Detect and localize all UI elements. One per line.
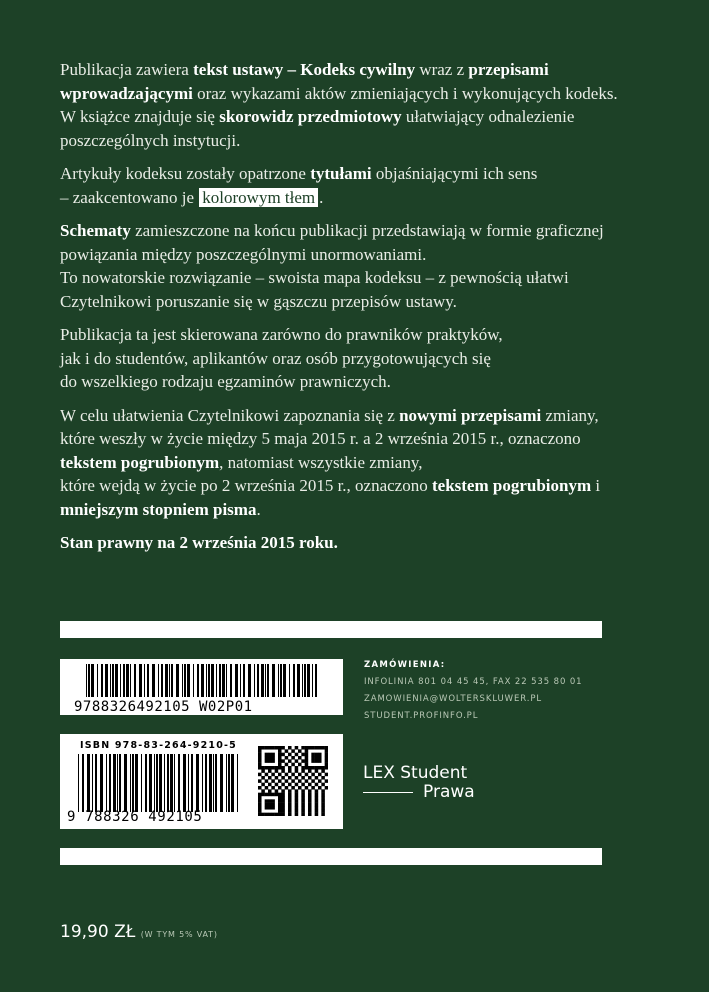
bold-text: tekst ustawy – Kodeks cywilny — [193, 60, 416, 79]
paragraph-schemes: Schematy zamieszczone na końcu publikacji przedstawiają w formie graficznej powiązania między poszczególnymi unormowaniami. To nowatorskie rozwiązanie – swoista mapa kodeksu – z pewnością ułatwi Czytelnikowi poruszanie się w gąszczu przepisów ustawy. — [60, 221, 604, 311]
isbn-barcode-number: 9 788326 492105 — [67, 809, 203, 825]
isbn-barcode — [60, 734, 343, 829]
series-name: LEX Student — [363, 763, 468, 783]
highlighted-text: kolorowym tłem — [199, 188, 318, 207]
paragraph-titles: Artykuły kodeksu zostały opatrzone tytułami objaśniającymi ich sens – zaakcentowano je kolorowym tłem . — [60, 164, 538, 207]
legal-status: Stan prawny na 2 września 2015 roku. — [60, 533, 338, 552]
orders-email: ZAMOWIENIA@WOLTERSKLUWER.PL — [364, 694, 542, 704]
series-subtitle: Prawa — [423, 782, 475, 802]
internal-barcode — [60, 659, 343, 715]
paragraph-audience: Publikacja ta jest skierowana zarówno do prawników praktyków, jak i do studentów, aplikantów oraz osób przygotowujących się do wszelkiego rodzaju egzaminów prawniczych. — [60, 325, 503, 391]
divider-bar-bottom — [60, 848, 602, 865]
orders-website: STUDENT.PROFINFO.PL — [364, 711, 479, 721]
bold-text: mniejszym stopniem pisma — [60, 499, 257, 519]
back-cover-text — [60, 58, 620, 565]
bold-text: przepisami wprowadzającymi — [60, 60, 549, 103]
isbn-label: ISBN 978-83-264-9210-5 — [80, 740, 237, 751]
paragraph-legal-status — [60, 531, 620, 555]
bold-text: skorowidz przedmiotowy — [219, 107, 402, 126]
qr-code — [258, 746, 328, 816]
internal-barcode-number: 9788326492105 W02P01 — [74, 699, 253, 715]
bold-text: Schematy — [60, 221, 131, 240]
orders-phone: INFOLINIA 801 04 45 45, FAX 22 535 80 01 — [364, 677, 583, 687]
orders-info — [364, 657, 582, 725]
divider-bar-top — [60, 621, 602, 638]
logo-line — [363, 792, 413, 793]
bold-text: tekstem pogrubionym — [60, 452, 220, 472]
orders-title: ZAMÓWIENIA: — [364, 660, 446, 670]
price — [60, 922, 218, 942]
price-vat: (W TYM 5% VAT) — [140, 930, 218, 939]
paragraph-contents: Publikacja zawiera tekst ustawy – Kodeks cywilny wraz z przepisami wprowadzającymi oraz wykazami aktów zmieniających i wykonujących kodeks. W książce znajduje się skorowidz przedmiotowy ułatwiający odnalezienie poszczególnych instytucji. — [60, 60, 618, 150]
bold-text: tytułami — [310, 164, 372, 183]
series-logo — [363, 763, 475, 802]
bold-text: tekstem pogrubionym — [431, 476, 592, 495]
paragraph-changes: W celu ułatwienia Czytelnikowi zapoznania się z nowymi przepisami zmiany, które weszły w życie między 5 maja 2015 r. a 2 września 2015 r., oznaczono tekstem pogrubionym, natomiast wszystkie zmiany, które wejdą w życie po 2 września 2015 r., oznaczono tekstem pogrubionym i mniejszym stopniem pisma. — [60, 405, 601, 519]
price-value: 19,90 ZŁ — [60, 922, 136, 942]
bold-text: nowymi przepisami — [399, 405, 542, 425]
